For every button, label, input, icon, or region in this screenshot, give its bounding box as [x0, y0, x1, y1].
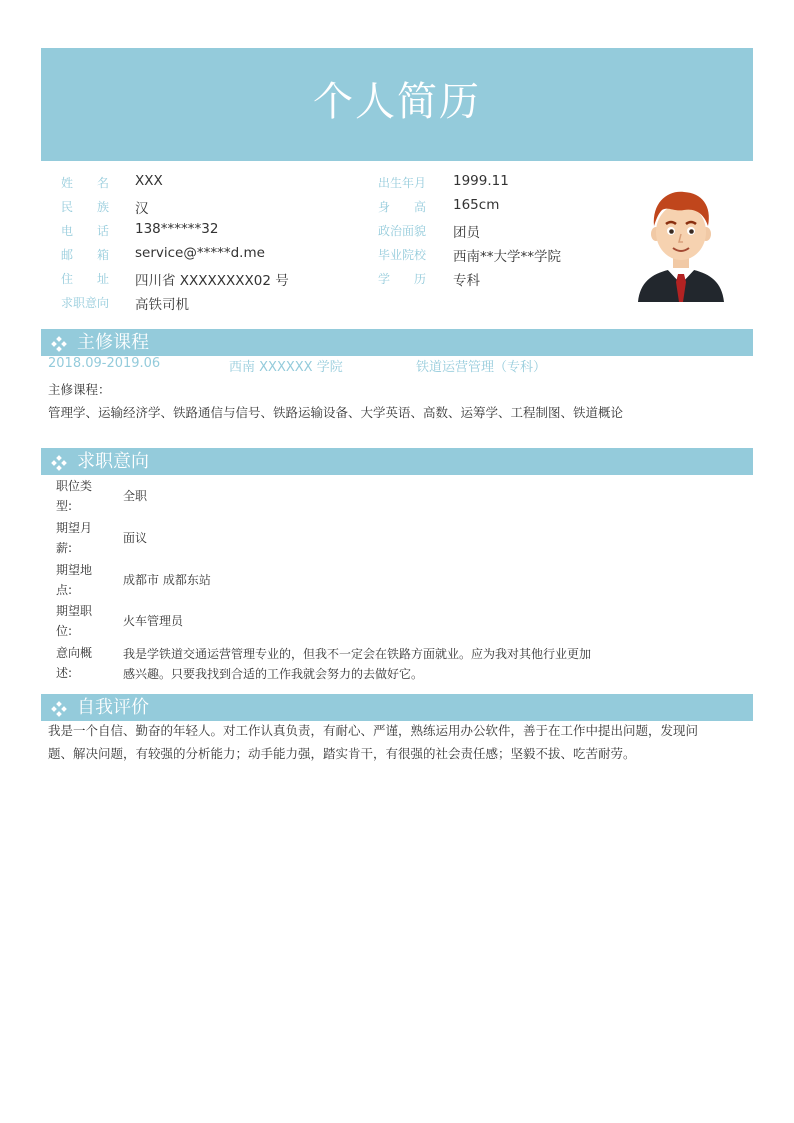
self-eval-line-2: 题、解决问题，有较强的分析能力；动手能力强，踏实肯干，有很强的社会责任感；坚毅不拔、吃苦耐劳。 [48, 746, 636, 761]
job-label-location-line1: 期望地 [56, 563, 93, 577]
job-label-summary [56, 643, 100, 683]
section-title-courses: 主修课程 [77, 332, 149, 353]
job-value-type: 全职 [123, 489, 148, 503]
info-value-politics: 团员 [453, 225, 480, 241]
job-label-location [56, 560, 100, 600]
job-label-position-line2: 位: [56, 624, 73, 638]
info-label-address: 住 址 [61, 272, 110, 286]
job-label-salary [56, 518, 100, 558]
job-label-type [56, 476, 100, 516]
info-label-school: 毕业院校 [378, 248, 427, 262]
job-label-summary-line2: 述: [56, 666, 73, 680]
job-value-summary-line2: 感兴趣。只要我找到合适的工作我就会努力的去做好它。 [123, 667, 424, 681]
job-label-salary-line2: 薪: [56, 541, 73, 555]
info-value-birth: 1999.11 [453, 173, 509, 189]
section-courses [41, 329, 753, 356]
businessman-avatar-icon [632, 184, 730, 304]
info-label-degree: 学 历 [378, 272, 427, 286]
job-label-summary-line1: 意向概 [56, 646, 93, 660]
section-self-eval [41, 694, 753, 721]
job-value-salary: 面议 [123, 531, 148, 545]
job-label-location-line2: 点: [56, 583, 73, 597]
info-value-address: 四川省 XXXXXXXX02 号 [135, 273, 289, 289]
job-label-position [56, 601, 100, 641]
diamond-cluster-icon [51, 336, 67, 352]
info-value-intent: 高铁司机 [135, 297, 189, 313]
self-eval-line-1: 我是一个自信、勤奋的年轻人。对工作认真负责，有耐心、严谨，熟练运用办公软件，善于在工作中提出问题，发现问 [48, 723, 699, 738]
job-label-salary-line1: 期望月 [56, 521, 93, 535]
section-job-intent [41, 448, 753, 475]
courses-label: 主修课程： [48, 382, 111, 397]
info-value-phone: 138******32 [135, 221, 219, 237]
info-label-height: 身 高 [378, 200, 427, 214]
info-label-birth: 出生年月 [378, 176, 427, 190]
info-value-name: XXX [135, 173, 163, 189]
info-value-ethnicity: 汉 [135, 201, 149, 217]
info-value-school: 西南**大学**学院 [453, 249, 561, 265]
section-title-job-intent: 求职意向 [77, 451, 149, 472]
info-value-height: 165cm [453, 197, 500, 213]
info-label-phone: 电 话 [61, 224, 110, 238]
info-label-name: 姓 名 [61, 176, 110, 190]
header-band [41, 48, 753, 161]
education-major: 铁道运营管理（专科） [416, 360, 547, 375]
job-label-type-line1: 职位类 [56, 479, 93, 493]
education-period: 2018.09-2019.06 [48, 356, 161, 371]
education-school: 西南 XXXXXX 学院 [229, 360, 343, 375]
info-label-politics: 政治面貌 [378, 224, 427, 238]
page-title: 个人简历 [313, 79, 481, 125]
diamond-cluster-icon [51, 701, 67, 717]
job-value-summary-line1: 我是学铁道交通运营管理专业的，但我不一定会在铁路方面就业。应为我对其他行业更加 [123, 647, 592, 661]
job-value-location: 成都市 成都东站 [123, 573, 211, 587]
job-label-position-line1: 期望职 [56, 604, 93, 618]
info-label-ethnicity: 民 族 [61, 200, 110, 214]
job-label-type-line2: 型: [56, 499, 73, 513]
section-title-self-eval: 自我评价 [77, 697, 149, 718]
diamond-cluster-icon [51, 455, 67, 471]
info-label-intent: 求职意向 [61, 296, 110, 310]
job-value-position: 火车管理员 [123, 614, 184, 628]
info-value-degree: 专科 [453, 273, 480, 289]
info-value-email: service@*****d.me [135, 245, 265, 261]
courses-list: 管理学、运输经济学、铁路通信与信号、铁路运输设备、大学英语、高数、运筹学、工程制图、铁道概论 [48, 405, 624, 420]
info-label-email: 邮 箱 [61, 248, 110, 262]
